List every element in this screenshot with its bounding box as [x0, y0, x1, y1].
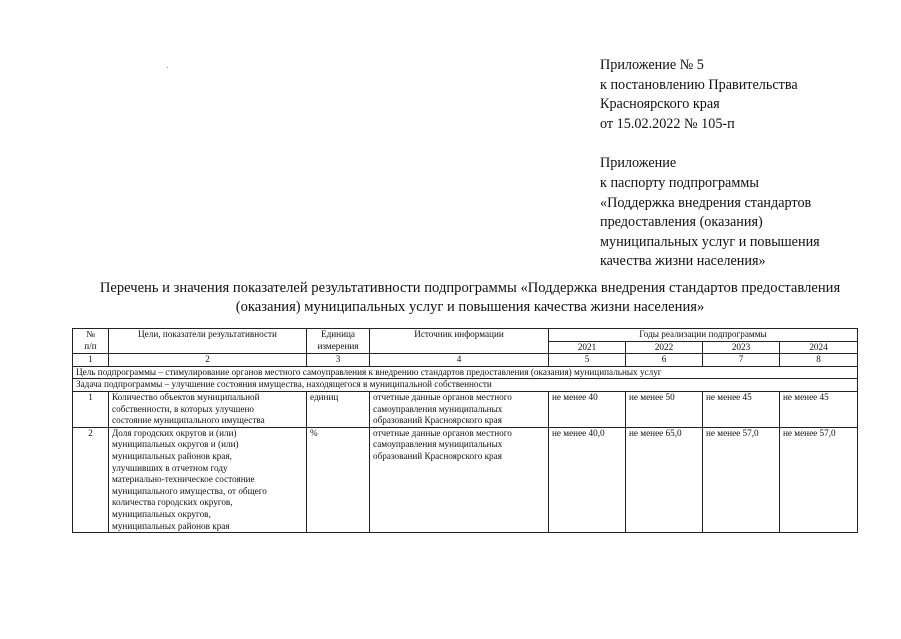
- col-number: 6: [626, 354, 703, 367]
- sub-appendix-line: к паспорту подпрограммы: [600, 174, 759, 191]
- indicator-line: Доля городских округов и (или): [112, 427, 237, 438]
- source-line: образований Красноярского края: [373, 415, 502, 426]
- col-number: 1: [73, 354, 109, 367]
- header-unit: [307, 329, 370, 354]
- source-cell: [370, 391, 549, 427]
- unit-cell: %: [307, 427, 370, 532]
- row-number: 2: [73, 427, 109, 532]
- indicator-line: количества городских округов,: [112, 497, 233, 508]
- indicator-cell: [109, 391, 307, 427]
- task-row: [73, 379, 858, 392]
- source-line: образований Красноярского края: [373, 450, 502, 461]
- appendix-line: Приложение № 5: [600, 57, 704, 73]
- source-cell: [370, 427, 549, 532]
- source-line: самоуправления муниципальных: [373, 439, 503, 450]
- header-num-b: п/п: [84, 340, 97, 351]
- header-unit-b: измерения: [317, 340, 359, 351]
- indicators-table: [72, 328, 858, 533]
- sub-appendix-line: Приложение: [600, 155, 677, 172]
- goal-text: Цель подпрограммы – стимулирование органов местного самоуправления к внедрению стандартов предоставления (оказания) муниципальных услуг: [73, 366, 858, 379]
- source-line: отчетные данные органов местного: [373, 427, 512, 438]
- scan-speck: [167, 67, 168, 68]
- appendix-block: [600, 56, 820, 272]
- header-year: 2021: [549, 341, 626, 354]
- value-2021: не менее 40,0: [549, 427, 626, 532]
- table-row: [73, 427, 858, 532]
- indicator-cell: [109, 427, 307, 532]
- column-number-row: [73, 354, 858, 367]
- value-2023: не менее 57,0: [703, 427, 780, 532]
- goal-row: [73, 366, 858, 379]
- col-number: 5: [549, 354, 626, 367]
- sub-appendix-line: муниципальных услуг и повышения: [600, 233, 820, 250]
- header-row-1: [73, 329, 858, 342]
- appendix-line: от 15.02.2022 № 105-п: [600, 115, 735, 132]
- indicator-line: Количество объектов муниципальной: [112, 391, 260, 402]
- indicator-line: муниципальных округов и (или): [112, 439, 239, 450]
- sub-appendix-line: «Поддержка внедрения стандартов: [600, 194, 812, 211]
- title-line-2: (оказания) муниципальных услуг и повышения качества жизни населения»: [235, 299, 705, 315]
- header-year: 2022: [626, 341, 703, 354]
- col-number: 7: [703, 354, 780, 367]
- value-2021: не менее 40: [549, 391, 626, 427]
- value-2022: не менее 50: [626, 391, 703, 427]
- header-unit-a: Единица: [320, 329, 356, 339]
- header-years-group: Годы реализации подпрограммы: [549, 329, 858, 342]
- header-num-a: №: [86, 329, 95, 339]
- col-number: 4: [370, 354, 549, 367]
- source-line: отчетные данные органов местного: [373, 391, 512, 402]
- value-2022: не менее 65,0: [626, 427, 703, 532]
- appendix-line: Красноярского края: [600, 96, 720, 113]
- task-text: Задача подпрограммы – улучшение состояния имущества, находящегося в муниципальной собственности: [73, 379, 858, 392]
- indicator-line: муниципального имущества, от общего: [112, 485, 267, 496]
- sub-appendix-line: качества жизни населения»: [600, 253, 766, 270]
- value-2024: не менее 57,0: [780, 427, 858, 532]
- table-row: [73, 391, 858, 427]
- document-title: [60, 279, 880, 317]
- header-year: 2024: [780, 341, 858, 354]
- indicator-line: собственности, в которых улучшено: [112, 403, 254, 414]
- col-number: 8: [780, 354, 858, 367]
- header-goals: Цели, показатели результативности: [109, 329, 307, 354]
- appendix-line: к постановлению Правительства: [600, 76, 798, 93]
- indicator-line: состояние муниципального имущества: [112, 415, 265, 426]
- value-2023: не менее 45: [703, 391, 780, 427]
- value-2024: не менее 45: [780, 391, 858, 427]
- row-number: 1: [73, 391, 109, 427]
- title-line-1: Перечень и значения показателей результативности подпрограммы «Поддержка внедрения стандартов предоставления: [99, 280, 841, 296]
- sub-appendix-line: предоставления (оказания): [600, 214, 763, 231]
- indicator-line: муниципальных районов края: [112, 520, 230, 531]
- indicator-line: муниципальных районов края,: [112, 450, 232, 461]
- source-line: самоуправления муниципальных: [373, 403, 503, 414]
- indicator-line: улучшивших в отчетном году: [112, 462, 228, 473]
- col-number: 2: [109, 354, 307, 367]
- unit-cell: единиц: [307, 391, 370, 427]
- col-number: 3: [307, 354, 370, 367]
- appendix-gap: [600, 134, 820, 154]
- indicator-line: материально-техническое состояние: [112, 474, 255, 485]
- indicator-line: муниципальных округов,: [112, 508, 211, 519]
- header-num: [73, 329, 109, 354]
- header-year: 2023: [703, 341, 780, 354]
- header-source: Источник информации: [370, 329, 549, 354]
